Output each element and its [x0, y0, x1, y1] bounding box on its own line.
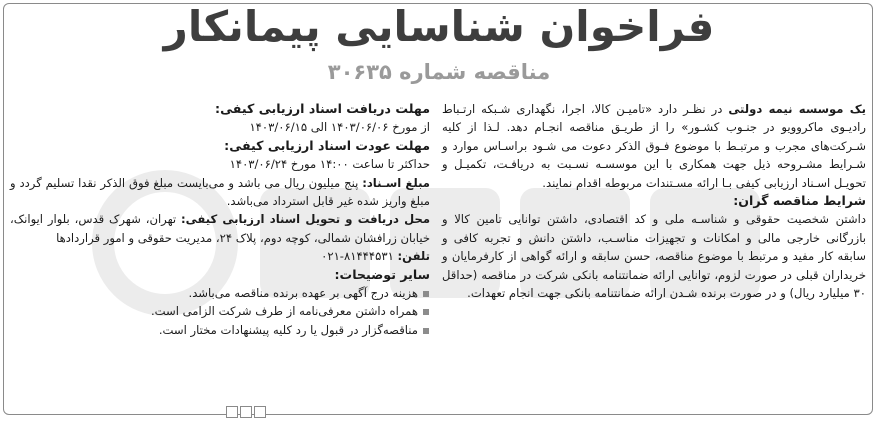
location-paragraph — [10, 210, 430, 247]
notes-list — [10, 284, 430, 339]
receipt-deadline-value: از مورخ ۱۴۰۳/۰۶/۰۶ الی ۱۴۰۳/۰۶/۱۵ — [249, 120, 430, 135]
company-name: یک موسسه نیمه دولتی — [728, 102, 867, 116]
location-label: محل دریافت و تحویل اسناد ارزیابی کیفی: — [181, 212, 430, 227]
ornament-square — [254, 406, 266, 418]
phone-label: تلفن: — [397, 249, 430, 264]
fee-value: پنج میلیون ریال می باشد و می‌بایست مبلغ فوق الذکر نقدا تسلیم گردد و مبلغ واریز شده غیر قابل استرداد می‌باشد. — [10, 175, 430, 209]
phone-paragraph — [10, 247, 430, 265]
conditions-body: داشتن شخصیت حقوقی و شناسـه ملی و کد اقتصادی، داشتن توانایی تامین کالا و بازرگانی خارجی مالی و امکانات و تجهیزات مناسـب، داشتن دانش و تجربه کافی و سابقه کار مفید و مرتبط با موضوع مناقصه، حسن سابقه و ارائه گواهی از کارفرمایان و خریداران قبلی در صورت لزوم، توانایی ارائه ضمانتنامه بانکی شرکت در مناقصه (حداقل ۳۰ میلیارد ریال) و در صورت برنده شـدن ارائه ضمانتنامه بانکی جهت انجام تعهدات. — [442, 212, 866, 301]
notes-heading: سایر توضیحات: — [334, 266, 430, 282]
intro-paragraph — [442, 100, 866, 192]
list-item: هزینه درج آگهی بر عهده برنده مناقصه می‌باشد. — [10, 284, 430, 302]
phone-value: ۸۱۴۴۴۵۳۱-۰۲۱ — [321, 249, 398, 264]
tender-number: مناقصه شماره ۳۰۶۳۵ — [327, 60, 551, 84]
ornament-square — [240, 406, 252, 418]
conditions-heading: شرایط مناقصه گران: — [733, 193, 866, 209]
footer-ornament — [226, 404, 270, 420]
intro-body: در نظـر دارد «تامیـن کالا، اجرا، نگهداری شـبکه ارتـباط رادیـوی ماکروویو در جنـوب کشـور» را از طریـق مناقصه انجـام دهد. لـذا از کلیه شـرکت‌های مجرب و مرتبـط با موضوع فـوق الذکر دعوت می شـود براسـاس موارد و شـرایط مشـروحه ذیل جهت همکاری با این موسسـه نسـبت به دریافـت، تکمیـل و تحویـل اسـناد ارزیابی کیفی بـا ارائه مسـتندات مربوطه اقدام نمایند. — [442, 102, 866, 190]
return-deadline-value: حداکثر تا ساعت ۱۴:۰۰ مورخ ۱۴۰۳/۰۶/۲۴ — [229, 157, 430, 172]
return-deadline-label: مهلت عودت اسناد ارزیابی کیفی: — [224, 137, 430, 153]
ornament-square — [226, 406, 238, 418]
receipt-deadline-label: مهلت دریافت اسناد ارزیابی کیفی: — [215, 101, 430, 116]
list-item: همراه داشتن معرفی‌نامه از طرف شرکت الزامی است. — [10, 302, 430, 320]
fee-paragraph — [10, 174, 430, 211]
list-item: مناقصه‌گزار در قبول یا رد کلیه پیشنهادات مختار است. — [10, 321, 430, 339]
page-title: فراخوان شناسایی پیمانکار — [163, 2, 715, 51]
main-column — [442, 100, 866, 302]
fee-label: مبلغ اسـناد: — [362, 175, 430, 190]
details-column — [10, 100, 430, 339]
location-value: تهران، شهرک قدس، بلوار ایوانک، خیابان زرافشان شمالی، کوچه دوم، پلاک ۲۴، مدیریت حقوقی و امور قراردادها — [10, 212, 430, 245]
